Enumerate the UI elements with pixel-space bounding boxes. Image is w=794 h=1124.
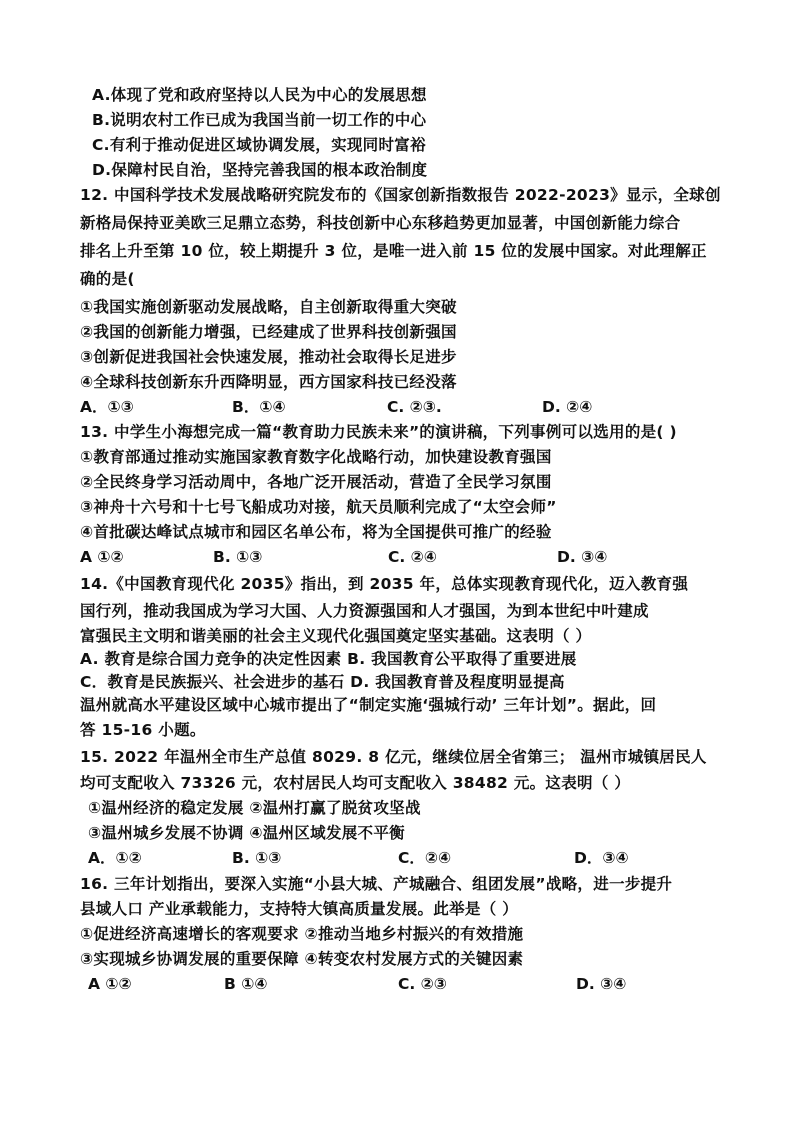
q14-choices-line: C．教育是民族振兴、社会进步的基石 D. 我国教育普及程度明显提高: [80, 673, 565, 691]
q11-option-d: D.保障村民自治，坚持完善我国的根本政治制度: [92, 161, 428, 179]
q12-choice-b: B．①④: [232, 398, 286, 416]
q11-option-a: A.体现了党和政府坚持以人民为中心的发展思想: [92, 86, 427, 104]
q12-item: ②我国的创新能力增强，已经建成了世界科技创新强国: [80, 323, 457, 341]
q13-item: ①教育部通过推动实施国家教育数字化战略行动，加快建设教育强国: [80, 448, 552, 466]
q15-stem-line: 均可支配收入 73326 元，农村居民人均可支配收入 38482 元。这表明（ ）: [80, 774, 631, 792]
q12-choice-c: C. ②③.: [387, 398, 442, 416]
q12-stem-line: 12. 中国科学技术发展战略研究院发布的《国家创新指数报告 2022-2023》显示，全球创: [80, 186, 721, 204]
q14-stem-line: 国行列，推动我国成为学习大国、人力资源强国和人才强国，为到本世纪中叶建成: [80, 602, 649, 620]
q13-stem-line: 13. 中学生小海想完成一篇“教育助力民族未来”的演讲稿，下列事例可以选用的是( ): [80, 423, 677, 441]
q13-item: ②全民终身学习活动周中，各地广泛开展活动，营造了全民学习氛围: [80, 473, 552, 491]
q15-item: ③温州城乡发展不协调 ④温州区域发展不平衡: [88, 824, 405, 842]
q16-choice-b: B ①④: [224, 975, 268, 993]
q13-choice-a: A ①②: [80, 548, 124, 566]
q15-choice-c: C．②④: [398, 849, 452, 867]
q13-item: ④首批碳达峰试点城市和园区名单公布，将为全国提供可推广的经验: [80, 523, 552, 541]
q12-item: ①我国实施创新驱动发展战略，自主创新取得重大突破: [80, 298, 457, 316]
q15-stem-line: 15. 2022 年温州全市生产总值 8029. 8 亿元，继续位居全省第三； 温州市城镇居民人: [80, 748, 707, 766]
group-intro-line: 答 15-16 小题。: [80, 721, 206, 739]
q15-choice-b: B. ①③: [232, 849, 282, 867]
q11-option-b: B.说明农村工作已成为我国当前一切工作的中心: [92, 111, 427, 129]
group-intro-line: 温州就高水平建设区域中心城市提出了“制定实施‘强城行动’ 三年计划”。据此，回: [80, 696, 657, 714]
q12-stem-line: 新格局保持亚美欧三足鼎立态势，科技创新中心东移趋势更加显著，中国创新能力综合: [80, 214, 681, 232]
q16-choice-c: C. ②③: [398, 975, 447, 993]
q13-choice-b: B. ①③: [213, 548, 263, 566]
q16-choice-d: D. ③④: [576, 975, 627, 993]
q13-choice-c: C. ②④: [388, 548, 437, 566]
q16-stem-line: 县域人口 产业承载能力，支持特大镇高质量发展。此举是（ ）: [80, 900, 518, 918]
q13-choice-d: D. ③④: [557, 548, 608, 566]
q12-choice-a: A．①③: [80, 398, 134, 416]
q16-stem-line: 16. 三年计划指出，要深入实施“小县大城、产城融合、组团发展”战略，进一步提升: [80, 875, 673, 893]
q13-item: ③神舟十六号和十七号飞船成功对接，航天员顺利完成了“太空会师”: [80, 498, 557, 516]
q14-choices-line: A. 教育是综合国力竞争的决定性因素 B. 我国教育公平取得了重要进展: [80, 650, 577, 668]
q16-choice-a: A ①②: [88, 975, 132, 993]
q16-item: ①促进经济高速增长的客观要求 ②推动当地乡村振兴的有效措施: [80, 925, 524, 943]
q12-item: ④全球科技创新东升西降明显，西方国家科技已经没落: [80, 373, 457, 391]
q14-stem-line: 富强民主文明和谐美丽的社会主义现代化强国奠定坚实基础。这表明（ ）: [80, 627, 592, 645]
q15-choice-d: D．③④: [574, 849, 629, 867]
q11-option-c: C.有利于推动促进区域协调发展，实现同时富裕: [92, 136, 426, 154]
q12-stem-line: 排名上升至第 10 位，较上期提升 3 位，是唯一进入前 15 位的发展中国家。对此理解正: [80, 242, 707, 260]
q12-item: ③创新促进我国社会快速发展，推动社会取得长足进步: [80, 348, 457, 366]
q12-choice-d: D. ②④: [542, 398, 593, 416]
q14-stem-line: 14.《中国教育现代化 2035》指出，到 2035 年，总体实现教育现代化，迈入教育强: [80, 575, 689, 593]
q16-item: ③实现城乡协调发展的重要保障 ④转变农村发展方式的关键因素: [80, 950, 524, 968]
q15-choice-a: A．①②: [88, 849, 142, 867]
q12-stem-line: 确的是(: [80, 270, 135, 288]
q15-item: ①温州经济的稳定发展 ②温州打赢了脱贫攻坚战: [88, 799, 421, 817]
